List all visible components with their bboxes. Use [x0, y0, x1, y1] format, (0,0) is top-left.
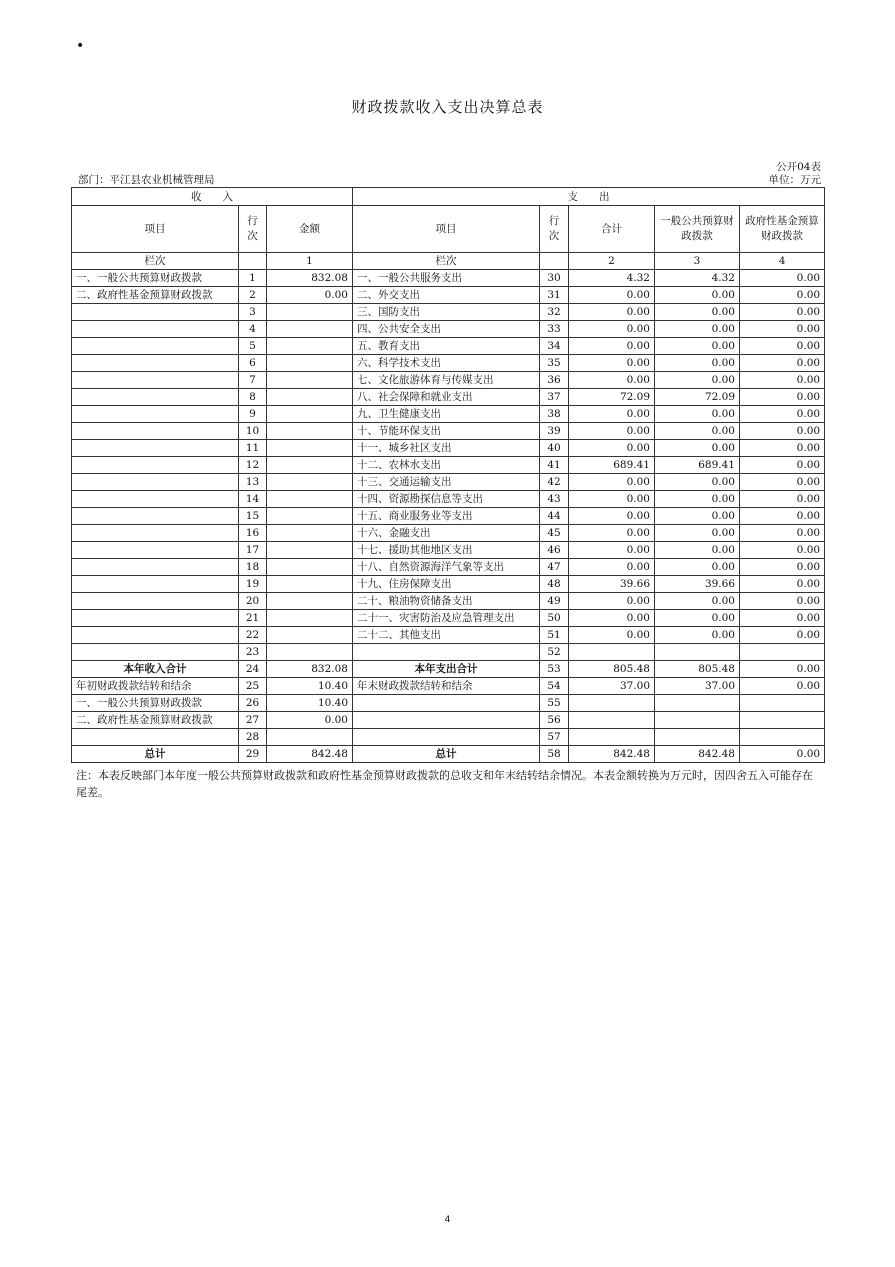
table-row: [72, 678, 825, 695]
col-header-general-budget: 一般公共预算财政拨款: [655, 206, 740, 253]
expense-general-budget-cell: 842.48: [655, 746, 740, 763]
table-row: [72, 287, 825, 304]
bullet-mark: •: [76, 38, 85, 54]
expense-item-cell: 二十二、其他支出: [353, 627, 540, 644]
income-item-cell: [72, 576, 239, 593]
income-amount-cell: [267, 559, 353, 576]
expense-row-no-cell: 30: [540, 270, 569, 287]
income-amount-cell: [267, 627, 353, 644]
expense-fund-budget-cell: 0.00: [740, 338, 825, 355]
table-row: [72, 525, 825, 542]
expense-general-budget-cell: 0.00: [655, 610, 740, 627]
income-item-cell: [72, 474, 239, 491]
expense-total-cell: 0.00: [569, 355, 655, 372]
income-item-cell: 本年收入合计: [72, 661, 239, 678]
col-index-1: 1: [267, 253, 353, 270]
income-item-cell: [72, 593, 239, 610]
table-row: [72, 270, 825, 287]
section-header-row: [72, 188, 825, 206]
income-item-cell: [72, 338, 239, 355]
table-row: [72, 559, 825, 576]
income-row-no-cell: 18: [239, 559, 267, 576]
income-row-no-cell: 1: [239, 270, 267, 287]
income-amount-cell: 832.08: [267, 270, 353, 287]
expense-total-cell: 0.00: [569, 559, 655, 576]
expense-item-cell: 一、一般公共服务支出: [353, 270, 540, 287]
page-number: 4: [444, 1215, 451, 1225]
expense-total-cell: 0.00: [569, 474, 655, 491]
income-item-cell: [72, 321, 239, 338]
income-item-cell: [72, 491, 239, 508]
fiscal-summary-table: [71, 187, 825, 763]
expense-item-cell: 六、科学技术支出: [353, 355, 540, 372]
expense-item-cell: [353, 644, 540, 661]
table-row: [72, 304, 825, 321]
income-row-no-cell: 9: [239, 406, 267, 423]
expense-total-cell: 0.00: [569, 491, 655, 508]
expense-total-cell: 0.00: [569, 508, 655, 525]
expense-item-cell: 五、教育支出: [353, 338, 540, 355]
income-amount-cell: [267, 576, 353, 593]
expense-total-cell: 842.48: [569, 746, 655, 763]
table-row: [72, 576, 825, 593]
expense-fund-budget-cell: 0.00: [740, 576, 825, 593]
expense-fund-budget-cell: 0.00: [740, 559, 825, 576]
income-row-no-cell: 19: [239, 576, 267, 593]
expense-total-cell: [569, 729, 655, 746]
income-row-no-cell: 15: [239, 508, 267, 525]
expense-item-cell: 十四、资源勘探信息等支出: [353, 491, 540, 508]
expense-item-cell: 十二、农林水支出: [353, 457, 540, 474]
income-item-cell: [72, 644, 239, 661]
income-item-cell: [72, 610, 239, 627]
expense-general-budget-cell: [655, 644, 740, 661]
expense-item-cell: 十五、商业服务业等支出: [353, 508, 540, 525]
income-row-no-cell: 29: [239, 746, 267, 763]
expense-total-cell: 72.09: [569, 389, 655, 406]
income-amount-cell: [267, 389, 353, 406]
table-row: [72, 746, 825, 763]
expense-item-cell: 七、文化旅游体育与传媒支出: [353, 372, 540, 389]
expense-total-cell: 39.66: [569, 576, 655, 593]
expense-row-no-cell: 51: [540, 627, 569, 644]
expense-fund-budget-cell: 0.00: [740, 491, 825, 508]
expense-item-cell: 二十、粮油物资储备支出: [353, 593, 540, 610]
income-amount-cell: [267, 423, 353, 440]
income-item-cell: 二、政府性基金预算财政拨款: [72, 287, 239, 304]
expense-total-cell: 0.00: [569, 338, 655, 355]
expense-fund-budget-cell: 0.00: [740, 457, 825, 474]
expense-item-cell: 九、卫生健康支出: [353, 406, 540, 423]
income-amount-cell: [267, 593, 353, 610]
expense-item-cell: 二、外交支出: [353, 287, 540, 304]
income-row-no-cell: 12: [239, 457, 267, 474]
income-row-no-cell: 8: [239, 389, 267, 406]
expense-item-cell: [353, 712, 540, 729]
expense-general-budget-cell: 37.00: [655, 678, 740, 695]
expense-fund-budget-cell: 0.00: [740, 661, 825, 678]
expense-item-cell: 十一、城乡社区支出: [353, 440, 540, 457]
expense-row-no-cell: 54: [540, 678, 569, 695]
expense-item-cell: 八、社会保障和就业支出: [353, 389, 540, 406]
income-amount-cell: [267, 457, 353, 474]
table-row: [72, 423, 825, 440]
expense-fund-budget-cell: 0.00: [740, 406, 825, 423]
expense-fund-budget-cell: [740, 729, 825, 746]
col-header-fund-budget: 政府性基金预算财政拨款: [740, 206, 825, 253]
expense-total-cell: 0.00: [569, 287, 655, 304]
income-item-cell: [72, 559, 239, 576]
expense-fund-budget-cell: 0.00: [740, 542, 825, 559]
expense-row-no-cell: 40: [540, 440, 569, 457]
income-amount-cell: 832.08: [267, 661, 353, 678]
expense-general-budget-cell: 0.00: [655, 491, 740, 508]
col-index-2: 2: [569, 253, 655, 270]
income-item-cell: 一、一般公共预算财政拨款: [72, 270, 239, 287]
col-header-income-row-no: 行次: [239, 206, 267, 253]
expense-fund-budget-cell: [740, 712, 825, 729]
expense-row-no-cell: 56: [540, 712, 569, 729]
expense-general-budget-cell: 0.00: [655, 304, 740, 321]
expense-general-budget-cell: 689.41: [655, 457, 740, 474]
expense-section-header: 支 出: [353, 188, 825, 206]
expense-item-cell: 十八、自然资源海洋气象等支出: [353, 559, 540, 576]
expense-row-no-cell: 44: [540, 508, 569, 525]
income-item-cell: [72, 542, 239, 559]
income-amount-cell: [267, 338, 353, 355]
expense-row-no-cell: 42: [540, 474, 569, 491]
col-header-income-amount: 金额: [267, 206, 353, 253]
income-amount-cell: [267, 355, 353, 372]
table-row: [72, 729, 825, 746]
expense-general-budget-cell: 39.66: [655, 576, 740, 593]
expense-total-cell: 37.00: [569, 678, 655, 695]
expense-item-cell: 二十一、灾害防治及应急管理支出: [353, 610, 540, 627]
col-index-3: 3: [655, 253, 740, 270]
income-row-no-cell: 27: [239, 712, 267, 729]
expense-fund-budget-cell: 0.00: [740, 389, 825, 406]
expense-fund-budget-cell: 0.00: [740, 440, 825, 457]
expense-total-cell: 0.00: [569, 321, 655, 338]
expense-row-no-cell: 31: [540, 287, 569, 304]
expense-general-budget-cell: 72.09: [655, 389, 740, 406]
expense-general-budget-cell: 0.00: [655, 287, 740, 304]
income-amount-cell: [267, 508, 353, 525]
income-row-no-cell: 2: [239, 287, 267, 304]
expense-fund-budget-cell: 0.00: [740, 372, 825, 389]
income-amount-cell: [267, 372, 353, 389]
income-row-no-cell: 20: [239, 593, 267, 610]
expense-row-no-cell: 53: [540, 661, 569, 678]
table-row: [72, 661, 825, 678]
income-amount-cell: [267, 491, 353, 508]
expense-total-cell: 0.00: [569, 440, 655, 457]
income-item-cell: [72, 729, 239, 746]
income-item-cell: [72, 355, 239, 372]
income-item-cell: [72, 457, 239, 474]
income-row-no-cell: 23: [239, 644, 267, 661]
form-number: 公开04表: [776, 161, 821, 173]
expense-fund-budget-cell: 0.00: [740, 610, 825, 627]
expense-item-cell: 本年支出合计: [353, 661, 540, 678]
col-header-expense-total: 合计: [569, 206, 655, 253]
income-item-cell: 年初财政拨款结转和结余: [72, 678, 239, 695]
income-item-cell: [72, 423, 239, 440]
income-amount-cell: 10.40: [267, 695, 353, 712]
table-row: [72, 372, 825, 389]
income-amount-cell: 10.40: [267, 678, 353, 695]
expense-fund-budget-cell: 0.00: [740, 423, 825, 440]
expense-total-cell: 4.32: [569, 270, 655, 287]
expense-item-cell: 十九、住房保障支出: [353, 576, 540, 593]
expense-general-budget-cell: 0.00: [655, 423, 740, 440]
expense-general-budget-cell: 0.00: [655, 355, 740, 372]
column-header-row: [72, 206, 825, 253]
table-row: [72, 644, 825, 661]
income-amount-cell: [267, 729, 353, 746]
expense-item-cell: 三、国防支出: [353, 304, 540, 321]
income-row-no-cell: 14: [239, 491, 267, 508]
income-amount-cell: [267, 474, 353, 491]
expense-general-budget-cell: 0.00: [655, 474, 740, 491]
expense-total-cell: 689.41: [569, 457, 655, 474]
table-row: [72, 593, 825, 610]
income-item-cell: [72, 508, 239, 525]
table-row: [72, 627, 825, 644]
expense-general-budget-cell: 0.00: [655, 321, 740, 338]
income-item-cell: [72, 372, 239, 389]
expense-row-no-cell: 35: [540, 355, 569, 372]
expense-general-budget-cell: 0.00: [655, 440, 740, 457]
expense-row-no-cell: 52: [540, 644, 569, 661]
table-row: [72, 695, 825, 712]
income-row-no-cell: 17: [239, 542, 267, 559]
page-title: 财政拨款收入支出决算总表: [351, 98, 544, 116]
expense-general-budget-cell: 805.48: [655, 661, 740, 678]
expense-general-budget-cell: 0.00: [655, 525, 740, 542]
table-row: [72, 457, 825, 474]
expense-row-no-cell: 58: [540, 746, 569, 763]
income-row-no-cell: 26: [239, 695, 267, 712]
expense-general-budget-cell: 0.00: [655, 406, 740, 423]
income-amount-cell: 842.48: [267, 746, 353, 763]
expense-total-cell: 0.00: [569, 627, 655, 644]
expense-fund-budget-cell: 0.00: [740, 508, 825, 525]
table-row: [72, 338, 825, 355]
expense-general-budget-cell: [655, 729, 740, 746]
table-row: [72, 406, 825, 423]
income-row-no-cell: 5: [239, 338, 267, 355]
income-amount-cell: [267, 406, 353, 423]
expense-fund-budget-cell: 0.00: [740, 355, 825, 372]
expense-total-cell: [569, 712, 655, 729]
table-row: [72, 542, 825, 559]
col-index-label-2: 栏次: [353, 253, 540, 270]
table-row: [72, 355, 825, 372]
income-row-no-cell: 3: [239, 304, 267, 321]
expense-total-cell: 805.48: [569, 661, 655, 678]
table-row: [72, 474, 825, 491]
income-amount-cell: 0.00: [267, 712, 353, 729]
expense-fund-budget-cell: 0.00: [740, 525, 825, 542]
col-index-empty-2: [540, 253, 569, 270]
income-item-cell: 总计: [72, 746, 239, 763]
expense-item-cell: 十、节能环保支出: [353, 423, 540, 440]
expense-row-no-cell: 39: [540, 423, 569, 440]
income-item-cell: [72, 406, 239, 423]
table-row: [72, 321, 825, 338]
expense-row-no-cell: 32: [540, 304, 569, 321]
expense-row-no-cell: 48: [540, 576, 569, 593]
expense-item-cell: 四、公共安全支出: [353, 321, 540, 338]
expense-general-budget-cell: 4.32: [655, 270, 740, 287]
income-amount-cell: [267, 440, 353, 457]
income-row-no-cell: 13: [239, 474, 267, 491]
income-row-no-cell: 24: [239, 661, 267, 678]
expense-item-cell: [353, 695, 540, 712]
col-header-income-item: 项目: [72, 206, 239, 253]
expense-total-cell: [569, 644, 655, 661]
expense-fund-budget-cell: 0.00: [740, 474, 825, 491]
expense-general-budget-cell: [655, 695, 740, 712]
income-item-cell: [72, 389, 239, 406]
expense-fund-budget-cell: 0.00: [740, 678, 825, 695]
expense-item-cell: 十三、交通运输支出: [353, 474, 540, 491]
income-amount-cell: [267, 644, 353, 661]
unit-label: 单位：万元: [768, 174, 821, 186]
expense-fund-budget-cell: 0.00: [740, 270, 825, 287]
expense-general-budget-cell: 0.00: [655, 508, 740, 525]
income-row-no-cell: 7: [239, 372, 267, 389]
expense-fund-budget-cell: 0.00: [740, 321, 825, 338]
expense-total-cell: [569, 695, 655, 712]
income-item-cell: [72, 525, 239, 542]
income-amount-cell: [267, 610, 353, 627]
col-index-empty: [239, 253, 267, 270]
expense-fund-budget-cell: 0.00: [740, 304, 825, 321]
expense-total-cell: 0.00: [569, 406, 655, 423]
column-index-row: [72, 253, 825, 270]
col-index-label: 栏次: [72, 253, 239, 270]
department-label: 部门：平江县农业机械管理局: [78, 174, 215, 186]
expense-row-no-cell: 38: [540, 406, 569, 423]
expense-row-no-cell: 41: [540, 457, 569, 474]
expense-fund-budget-cell: 0.00: [740, 593, 825, 610]
income-amount-cell: [267, 304, 353, 321]
income-row-no-cell: 25: [239, 678, 267, 695]
expense-row-no-cell: 47: [540, 559, 569, 576]
expense-fund-budget-cell: 0.00: [740, 746, 825, 763]
expense-item-cell: [353, 729, 540, 746]
income-amount-cell: 0.00: [267, 287, 353, 304]
expense-item-cell: 十七、援助其他地区支出: [353, 542, 540, 559]
expense-fund-budget-cell: [740, 644, 825, 661]
expense-general-budget-cell: 0.00: [655, 559, 740, 576]
expense-total-cell: 0.00: [569, 593, 655, 610]
table-row: [72, 440, 825, 457]
expense-general-budget-cell: [655, 712, 740, 729]
expense-row-no-cell: 33: [540, 321, 569, 338]
income-row-no-cell: 6: [239, 355, 267, 372]
income-row-no-cell: 4: [239, 321, 267, 338]
income-row-no-cell: 28: [239, 729, 267, 746]
table-row: [72, 712, 825, 729]
expense-general-budget-cell: 0.00: [655, 542, 740, 559]
income-section-header: 收 入: [72, 188, 353, 206]
income-row-no-cell: 21: [239, 610, 267, 627]
col-header-expense-item: 项目: [353, 206, 540, 253]
expense-row-no-cell: 45: [540, 525, 569, 542]
expense-fund-budget-cell: 0.00: [740, 627, 825, 644]
income-item-cell: 一、一般公共预算财政拨款: [72, 695, 239, 712]
expense-total-cell: 0.00: [569, 525, 655, 542]
income-row-no-cell: 11: [239, 440, 267, 457]
expense-row-no-cell: 46: [540, 542, 569, 559]
income-row-no-cell: 10: [239, 423, 267, 440]
expense-item-cell: 十六、金融支出: [353, 525, 540, 542]
expense-total-cell: 0.00: [569, 304, 655, 321]
table-row: [72, 610, 825, 627]
expense-row-no-cell: 57: [540, 729, 569, 746]
expense-total-cell: 0.00: [569, 542, 655, 559]
expense-general-budget-cell: 0.00: [655, 338, 740, 355]
footnote: 注：本表反映部门本年度一般公共预算财政拨款和政府性基金预算财政拨款的总收支和年末结转结余情况。本表金额转换为万元时，因四舍五入可能存在尾差。: [76, 769, 813, 799]
income-item-cell: [72, 440, 239, 457]
expense-row-no-cell: 37: [540, 389, 569, 406]
income-amount-cell: [267, 321, 353, 338]
income-amount-cell: [267, 542, 353, 559]
expense-item-cell: 年末财政拨款结转和结余: [353, 678, 540, 695]
expense-row-no-cell: 50: [540, 610, 569, 627]
col-header-expense-row-no: 行次: [540, 206, 569, 253]
expense-general-budget-cell: 0.00: [655, 627, 740, 644]
expense-fund-budget-cell: [740, 695, 825, 712]
col-index-4: 4: [740, 253, 825, 270]
income-amount-cell: [267, 525, 353, 542]
expense-total-cell: 0.00: [569, 610, 655, 627]
expense-general-budget-cell: 0.00: [655, 372, 740, 389]
expense-row-no-cell: 43: [540, 491, 569, 508]
table-row: [72, 491, 825, 508]
income-item-cell: 二、政府性基金预算财政拨款: [72, 712, 239, 729]
expense-total-cell: 0.00: [569, 423, 655, 440]
expense-row-no-cell: 55: [540, 695, 569, 712]
table-row: [72, 389, 825, 406]
expense-item-cell: 总计: [353, 746, 540, 763]
income-item-cell: [72, 627, 239, 644]
table-row: [72, 508, 825, 525]
expense-row-no-cell: 36: [540, 372, 569, 389]
expense-general-budget-cell: 0.00: [655, 593, 740, 610]
expense-fund-budget-cell: 0.00: [740, 287, 825, 304]
income-row-no-cell: 22: [239, 627, 267, 644]
income-item-cell: [72, 304, 239, 321]
expense-row-no-cell: 34: [540, 338, 569, 355]
expense-total-cell: 0.00: [569, 372, 655, 389]
expense-row-no-cell: 49: [540, 593, 569, 610]
income-row-no-cell: 16: [239, 525, 267, 542]
